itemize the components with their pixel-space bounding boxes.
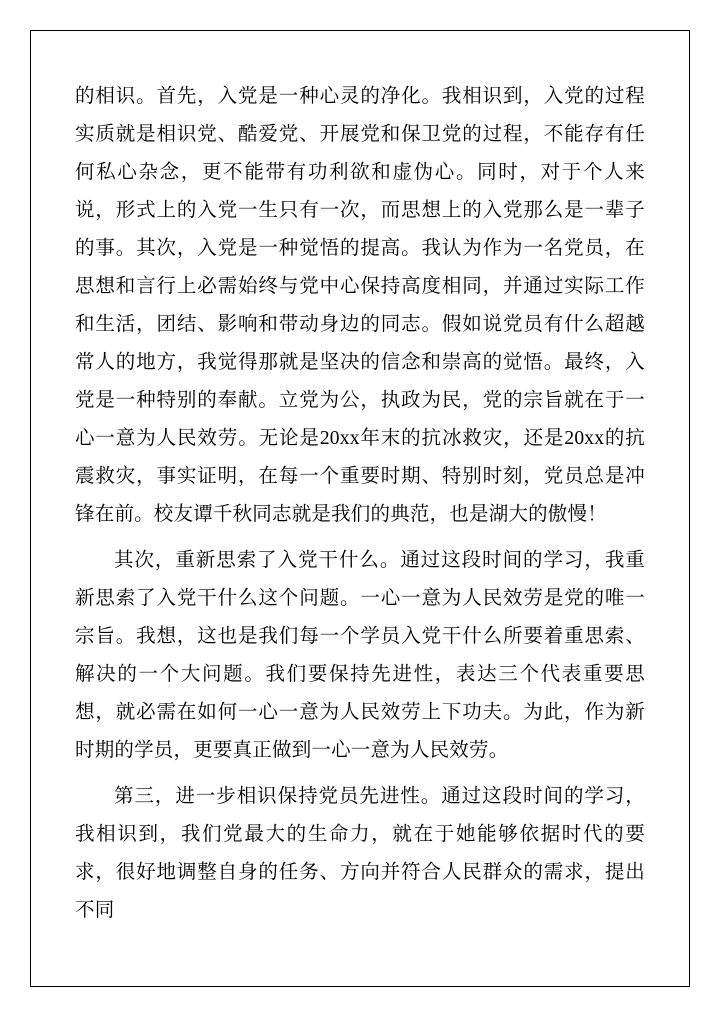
paragraph-1: 的相识。首先，入党是一种心灵的净化。我相识到，入党的过程实质就是相识党、酷爱党、开展党和保卫党的过程，不能存有任何私心杂念，更不能带有功利欲和虚伪心。同时，对于个人来说，形式上的入党一生只有一次，而思想上的入党那么是一辈子的事。其次，入党是一种觉悟的提高。我认为作为一名党员，在思想和言行上必需始终与党中心保持高度相同，并通过实际工作和生活，团结、影响和带动身边的同志。假如说党员有什么超越常人的地方，我觉得那就是坚决的信念和崇高的觉悟。最终，入党是一种特别的奉献。立党为公，执政为民，党的宗旨就在于一心一意为人民效劳。无论是20xx年末的抗冰救灾，还是20xx的抗震救灾，事实证明，在每一个重要时期、特别时刻，党员总是冲锋在前。校友谭千秋同志就是我们的典范，也是湖大的傲慢！ bbox=[75, 86, 645, 525]
paragraph-3: 第三，进一步相识保持党员先进性。通过这段时间的学习，我相识到，我们党最大的生命力，就在于她能够依据时代的要求，很好地调整自身的任务、方向并符合人民群众的需求，提出不同 bbox=[75, 786, 645, 921]
document-body bbox=[75, 78, 645, 930]
paragraph-2: 其次，重新思索了入党干什么。通过这段时间的学习，我重新思索了入党干什么这个问题。一心一意为人民效劳是党的唯一宗旨。我想，这也是我们每一个学员入党干什么所要着重思索、解决的一个大问题。我们要保持先进性，表达三个代表重要思想，就必需在如何一心一意为人民效劳上下功夫。为此，作为新时期的学员，更要真正做到一心一意为人民效劳。 bbox=[75, 550, 645, 761]
